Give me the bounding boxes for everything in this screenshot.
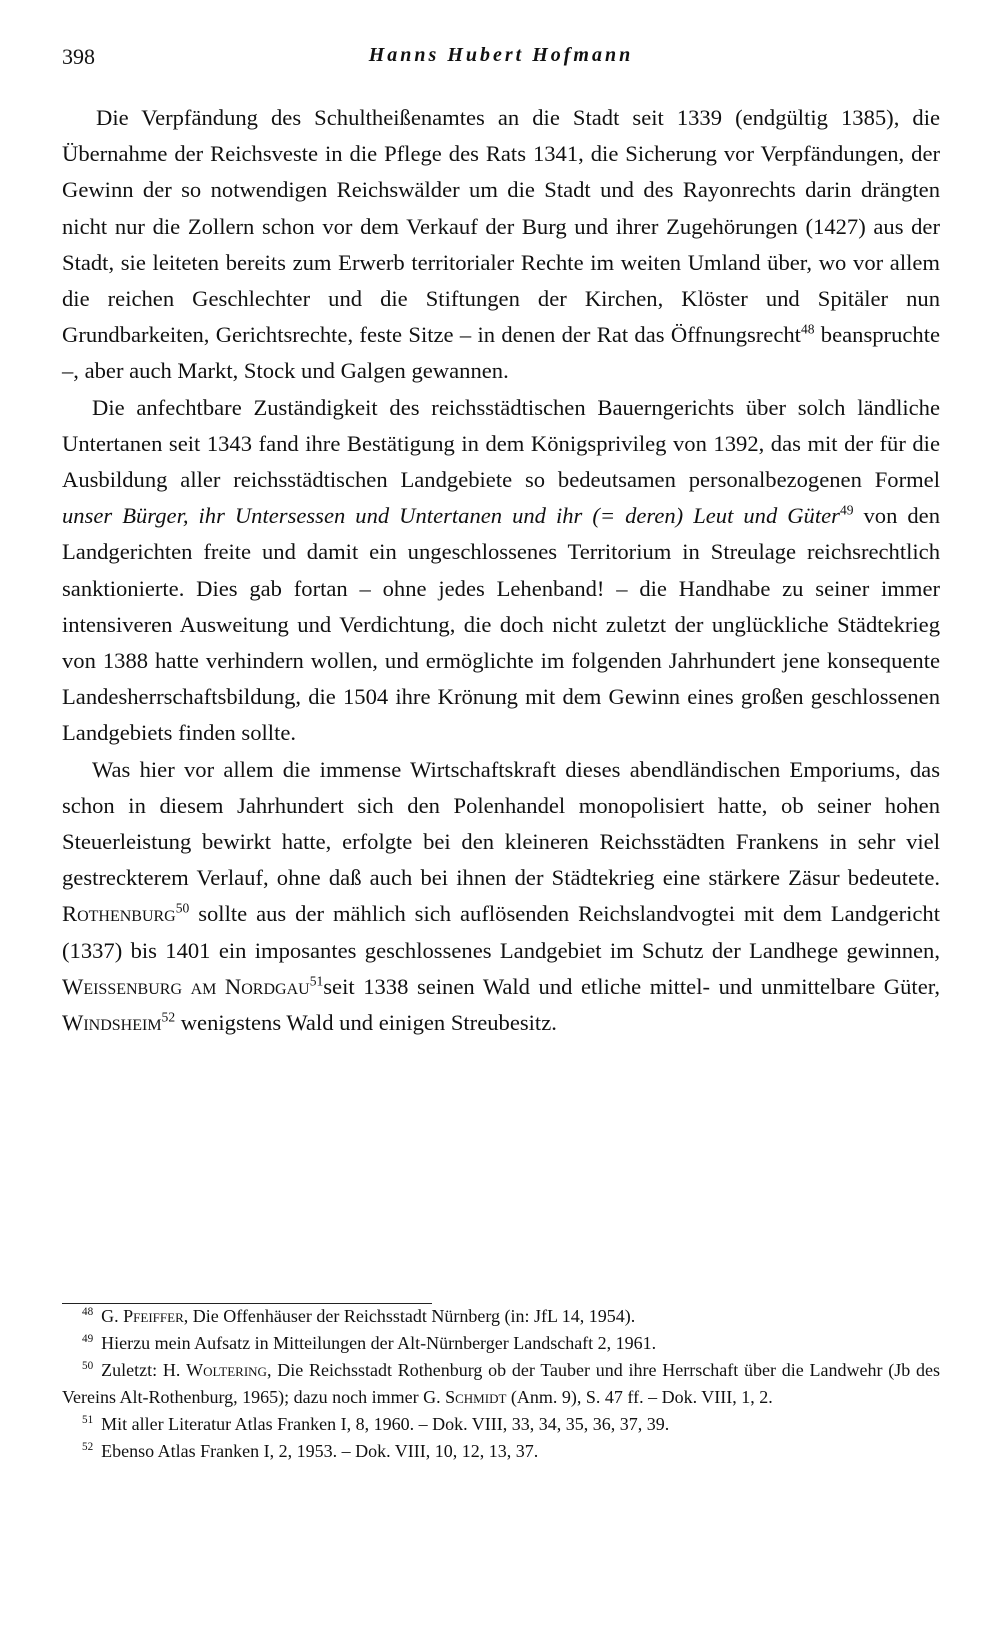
quoted-formula: unser Bürger, ihr Untersessen und Untertanen und ihr (= deren) Leut und Güter (62, 503, 840, 529)
footnote-text: , Die Reichsstadt Rothenburg ob der Tauber und ihre Herrschaft über die Landwehr (Jb des Vereins Alt-Rothenburg, 1965); dazu noch immer G. (62, 1360, 940, 1407)
footnote-49 (62, 1330, 940, 1357)
footnote-mark: 49 (82, 1333, 94, 1345)
footnote-text: Zuletzt: H. (101, 1360, 187, 1380)
footnotes (62, 1303, 940, 1465)
footnote-text: Mit aller Literatur Atlas Franken I, 8, 1960. – Dok. VIII, 33, 34, 35, 36, 37, 39. (101, 1414, 670, 1434)
footnote-text: (Anm. 9), S. 47 ff. – Dok. VIII, 1, 2. (506, 1387, 773, 1407)
footnote-ref-52: 52 (161, 1009, 176, 1025)
paragraph-text: Was hier vor allem die immense Wirtschaftskraft dieses abendländischen Emporiums, das schon in diesem Jahrhundert sich den Polenhandel monopolisiert hatte, ob seiner hohen Steuerleistung bewirkt hatte, erfolgte bei den kleineren Reichsstädten Frankens in sehr viel gestreckterem Verlauf, ohne daß auch bei ihnen der Städtekrieg eine stärkere Zäsur bedeutete. (62, 756, 940, 891)
running-title: Hanns Hubert Hofmann (368, 44, 634, 66)
footnote-mark: 52 (82, 1441, 94, 1453)
paragraph-1 (62, 100, 940, 390)
footnote-mark: 50 (82, 1360, 94, 1372)
paragraph-text: seit 1338 seinen Wald und etliche mittel- und unmittelbare Güter, (323, 973, 940, 999)
body-text (62, 100, 940, 1041)
footnote-48 (62, 1303, 940, 1330)
footnote-52 (62, 1438, 940, 1465)
author-name: Schmidt (445, 1387, 507, 1407)
paragraph-text: wenigstens Wald und einigen Streubesitz. (175, 1010, 557, 1036)
footnote-ref-51: 51 (309, 973, 324, 989)
page-number: 398 (62, 44, 95, 69)
footnote-mark: 48 (82, 1306, 94, 1318)
footnote-ref-49: 49 (839, 502, 854, 518)
footnote-50 (62, 1357, 940, 1411)
footnote-51 (62, 1411, 940, 1438)
footnote-text: Ebenso Atlas Franken I, 2, 1953. – Dok. VIII, 10, 12, 13, 37. (101, 1441, 539, 1461)
place-name-windsheim: Windsheim (62, 1010, 162, 1036)
paragraph-2 (62, 390, 940, 752)
paragraph-text: sollte aus der mählich sich auflösenden Reichslandvogtei mit dem Landgericht (1337) bis 1401 ein imposantes geschlossenes Landgebiet im Schutz der Landhege gewinnen, (62, 901, 940, 963)
paragraph-text: Die Verpfändung des Schultheißenamtes an die Stadt seit 1339 (endgültig 1385), die Übernahme der Reichsveste in die Pflege des Rats 1341, die Sicherung vor Verpfändungen, der Gewinn der so notwendigen Reichswälder um die Stadt und des Rayonrechts darin drängten nicht nur die Zollern schon vor dem Verkauf der Burg und ihrer Zugehörungen (1427) aus der Stadt, sie leiteten bereits zum Erwerb territorialer Rechte im weiten Umland über, wo vor allem die reichen Geschlechter und die Stiftungen der Kirchen, Klöster und Spitäler nun Grundbarkeiten, Gerichtsrechte, feste Sitze – in denen der Rat das Öffnungsrecht (62, 105, 940, 348)
paragraph-text: Die anfechtbare Zuständigkeit des reichsstädtischen Bauerngerichts über solch ländliche Untertanen seit 1343 fand ihre Bestätigung in dem Königsprivileg von 1392, das mit der für die Ausbildung aller reichsstädtischen Landgebiete so bedeutsamen personalbezogenen Formel (62, 394, 940, 493)
footnote-text: G. (101, 1306, 124, 1326)
paragraph-text: von den Landgerichten freite und damit ein ungeschlossenes Territorium in Streulage reichsrechtlich sanktionierte. Dies gab fortan – ohne jedes Lehenband! – die Handhabe zu seiner immer intensiveren Ausweitung und Verdichtung, die doch nicht zuletzt der unglückliche Städtekrieg von 1388 hatte verhindern wollen, und ermöglichte im folgenden Jahrhundert jene konsequente Landesherrschaftsbildung, die 1504 ihre Krönung mit dem Gewinn eines großen geschlossenen Landgebiets finden sollte. (62, 503, 940, 746)
author-name: Pfeiffer (123, 1306, 184, 1326)
footnote-text: Hierzu mein Aufsatz in Mitteilungen der Alt-Nürnberger Landschaft 2, 1961. (101, 1333, 657, 1353)
paragraph-text: beanspruchte –, aber auch Markt, Stock und Galgen gewannen. (62, 322, 940, 384)
author-name: Woltering (186, 1360, 267, 1380)
place-name-rothenburg: Rothenburg (62, 901, 176, 927)
paragraph-3 (62, 752, 940, 1042)
footnote-text: , Die Offenhäuser der Reichsstadt Nürnberg (in: JfL 14, 1954). (183, 1306, 636, 1326)
footnote-mark: 51 (82, 1414, 94, 1426)
footnote-ref-48: 48 (800, 321, 815, 337)
place-name-weissenburg: Weissenburg am Nordgau (62, 973, 310, 999)
footnote-ref-50: 50 (175, 900, 190, 916)
running-header (62, 44, 940, 74)
